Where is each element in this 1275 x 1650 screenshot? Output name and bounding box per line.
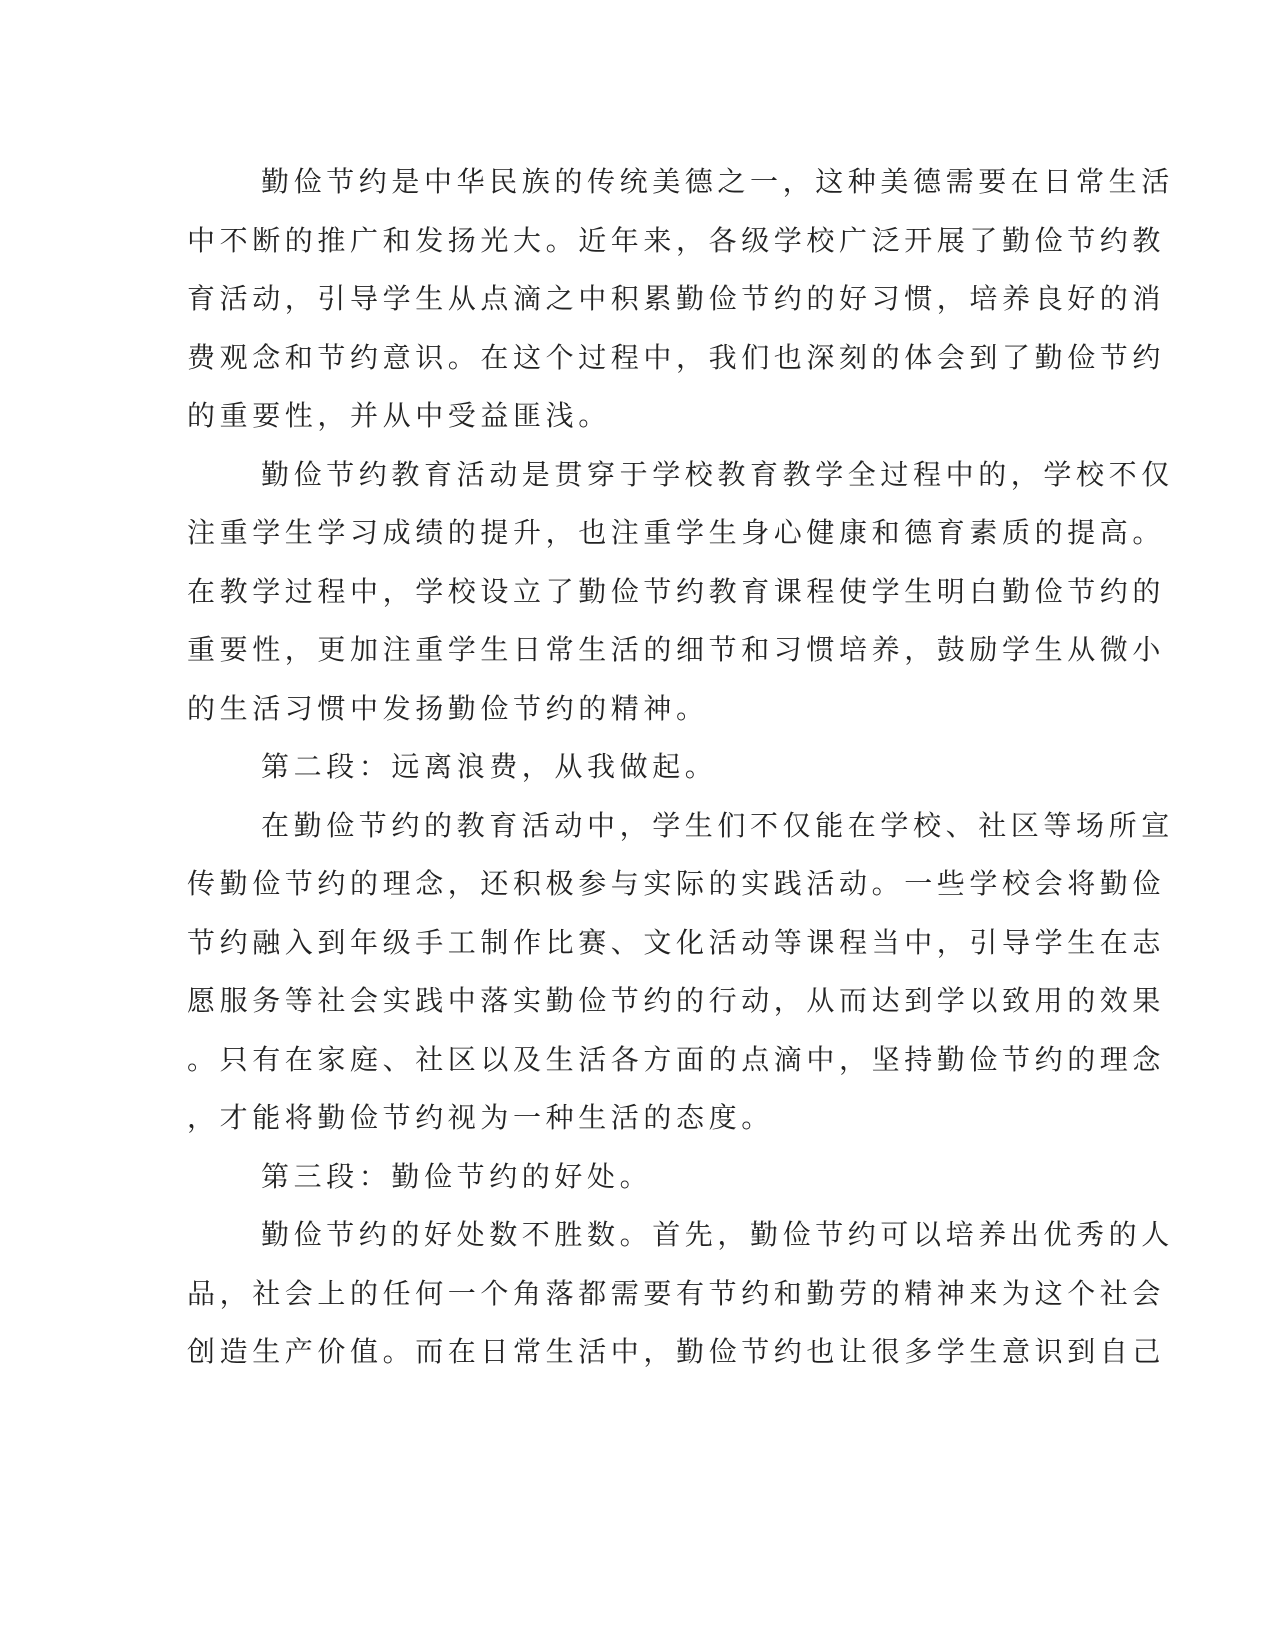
text-line: 创造生产价值。而在日常生活中，勤俭节约也让很多学生意识到自己 — [187, 1335, 1166, 1368]
text-line: 节约融入到年级手工制作比赛、文化活动等课程当中，引导学生在志 — [187, 926, 1166, 959]
text-line: 注重学生学习成绩的提升，也注重学生身心健康和德育素质的提高。 — [187, 516, 1166, 549]
text-line: 品，社会上的任何一个角落都需要有节约和勤劳的精神来为这个社会 — [187, 1277, 1166, 1310]
text-line: 在勤俭节约的教育活动中，学生们不仅能在学校、社区等场所宣 — [261, 809, 1174, 842]
text-line: 。只有在家庭、社区以及生活各方面的点滴中，坚持勤俭节约的理念 — [187, 1043, 1166, 1076]
section-heading: 第二段：远离浪费，从我做起。 — [261, 750, 718, 783]
text-line: 的重要性，并从中受益匪浅。 — [187, 399, 611, 432]
text-line: 传勤俭节约的理念，还积极参与实际的实践活动。一些学校会将勤俭 — [187, 867, 1166, 900]
text-line: 勤俭节约教育活动是贯穿于学校教育教学全过程中的，学校不仅 — [261, 458, 1174, 491]
text-line: 勤俭节约是中华民族的传统美德之一，这种美德需要在日常生活 — [261, 165, 1174, 198]
section-heading: 第三段：勤俭节约的好处。 — [261, 1160, 653, 1193]
text-line: 的生活习惯中发扬勤俭节约的精神。 — [187, 692, 709, 725]
text-line: ，才能将勤俭节约视为一种生活的态度。 — [187, 1101, 774, 1134]
text-line: 愿服务等社会实践中落实勤俭节约的行动，从而达到学以致用的效果 — [187, 984, 1166, 1017]
text-line: 重要性，更加注重学生日常生活的细节和习惯培养，鼓励学生从微小 — [187, 633, 1166, 666]
text-line: 在教学过程中，学校设立了勤俭节约教育课程使学生明白勤俭节约的 — [187, 575, 1166, 608]
text-line: 费观念和节约意识。在这个过程中，我们也深刻的体会到了勤俭节约 — [187, 341, 1166, 374]
text-line: 勤俭节约的好处数不胜数。首先，勤俭节约可以培养出优秀的人 — [261, 1218, 1174, 1251]
text-line: 育活动，引导学生从点滴之中积累勤俭节约的好习惯，培养良好的消 — [187, 282, 1166, 315]
text-line: 中不断的推广和发扬光大。近年来，各级学校广泛开展了勤俭节约教 — [187, 224, 1166, 257]
